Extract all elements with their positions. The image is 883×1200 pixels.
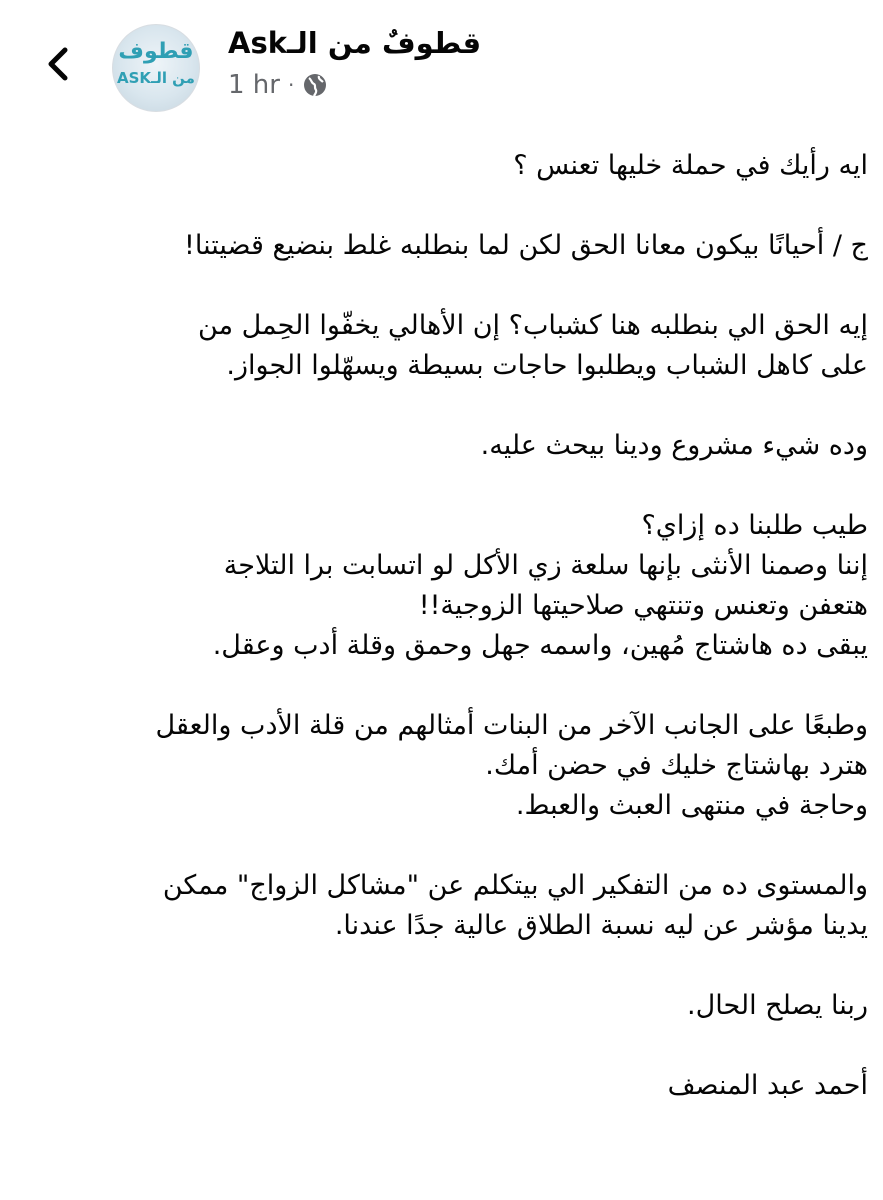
post-paragraph — [28, 506, 868, 666]
post-line: هترد بهاشتاج خليك في حضن أمك. — [485, 750, 868, 781]
post-line: إيه الحق الي بنطلبه هنا كشباب؟ إن الأهالي يخفّوا الحِمل من — [198, 310, 868, 341]
post-line: ايه رأيك في حملة خليها تعنس ؟ — [513, 150, 868, 181]
post-paragraph — [28, 306, 868, 386]
post-line: هتعفن وتعنس وتنتهي صلاحيتها الزوجية!! — [418, 590, 868, 621]
post-line: وطبعًا على الجانب الآخر من البنات أمثالهم من قلة الأدب والعقل — [155, 710, 868, 741]
post-line: أحمد عبد المنصف — [667, 1070, 868, 1101]
meta-separator: · — [287, 73, 295, 97]
post-line: ج / أحيانًا بيكون معانا الحق لكن لما بنطلبه غلط بنضيع قضيتنا! — [184, 230, 868, 261]
post-paragraph — [28, 226, 868, 266]
page-avatar[interactable] — [112, 24, 200, 112]
post-line: يدينا مؤشر عن ليه نسبة الطلاق عالية جدًا عندنا. — [334, 910, 868, 941]
post-line: إننا وصمنا الأنثى بإنها سلعة زي الأكل لو اتسابت برا التلاجة — [223, 550, 868, 581]
post-line: والمستوى ده من التفكير الي بيتكلم عن "مشاكل الزواج" ممكن — [162, 870, 868, 901]
globe-icon — [302, 72, 328, 98]
avatar-logo-text: قطوف — [118, 39, 194, 64]
post-paragraph — [28, 1066, 868, 1106]
post-paragraph — [28, 426, 868, 466]
post-paragraph — [28, 146, 868, 186]
post-line: وحاجة في منتهى العبث والعبط. — [515, 790, 868, 821]
avatar-logo-subtext: من الـASK — [117, 69, 195, 87]
post-line: على كاهل الشباب ويطلبوا حاجات بسيطة ويسهّلوا الجواز. — [226, 350, 868, 381]
post-header — [0, 0, 883, 135]
post-paragraph — [28, 866, 868, 946]
post-meta — [228, 70, 328, 100]
page-name[interactable]: قطوفٌ من الـAsk — [228, 26, 482, 60]
post-line: طيب طلبنا ده إزاي؟ — [641, 510, 868, 541]
chevron-left-icon — [43, 44, 73, 84]
post-line: وده شيء مشروع ودينا بيحث عليه. — [480, 430, 868, 461]
post-paragraph — [28, 706, 868, 826]
post-line: ربنا يصلح الحال. — [687, 990, 868, 1021]
post-paragraph — [28, 986, 868, 1026]
post-text — [28, 146, 868, 1146]
post-line: يبقى ده هاشتاج مُهين، واسمه جهل وحمق وقلة أدب وعقل. — [212, 630, 868, 661]
back-button[interactable] — [30, 36, 86, 92]
post-timestamp[interactable]: 1 hr — [228, 70, 280, 100]
